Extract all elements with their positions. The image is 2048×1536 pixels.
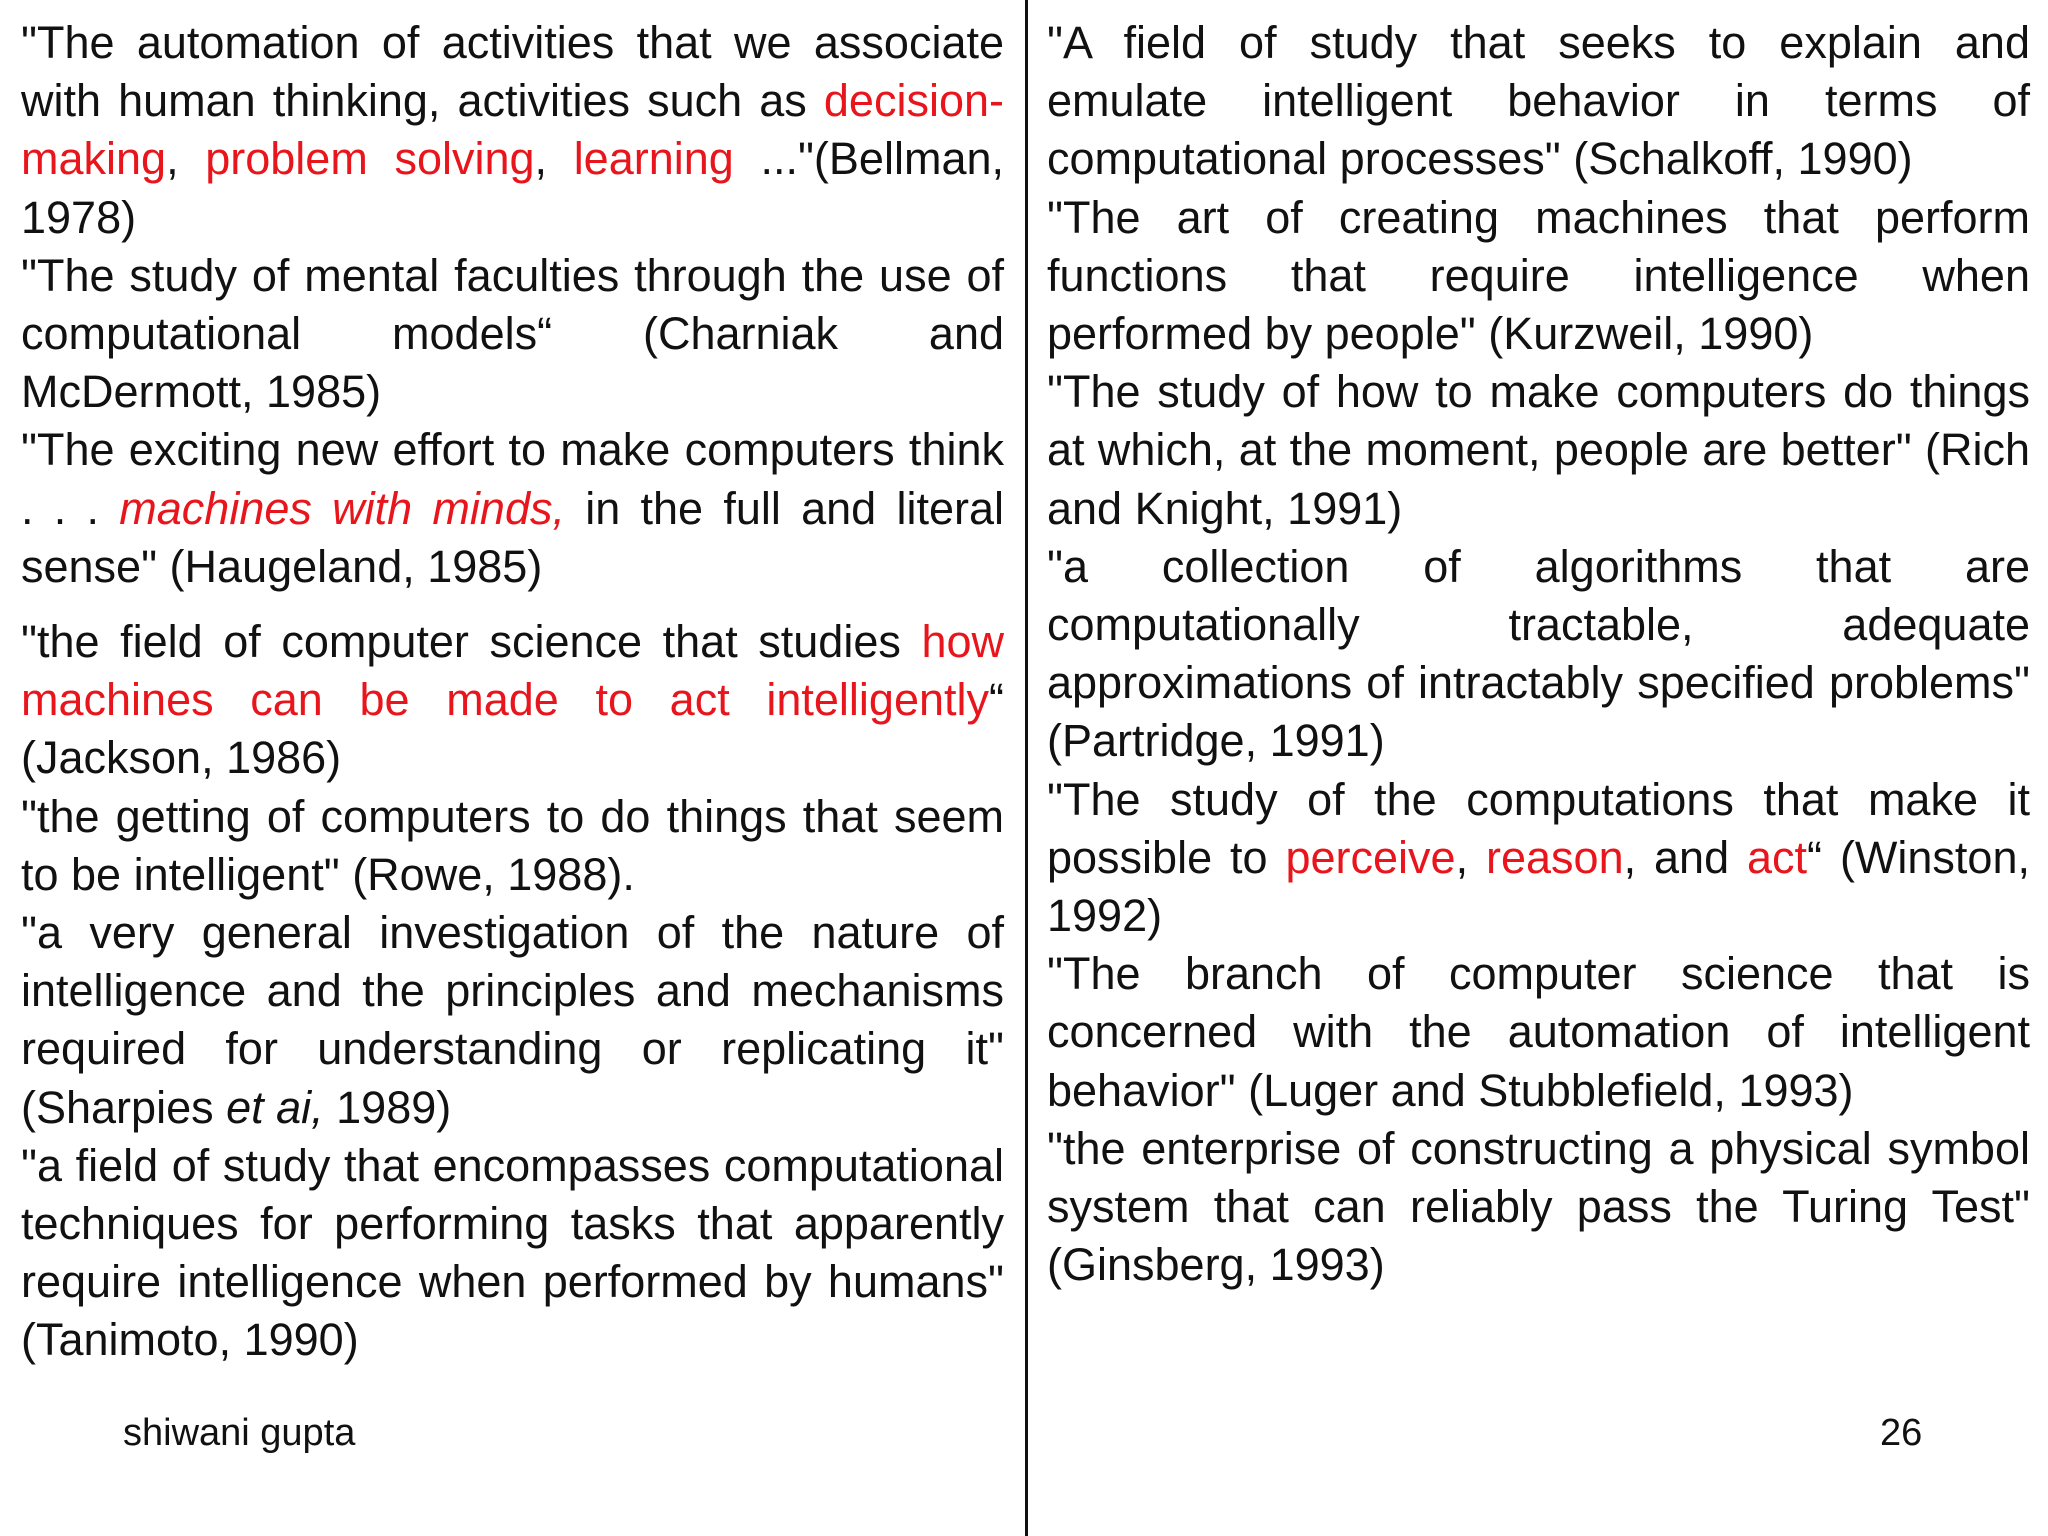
highlight-reason: reason — [1486, 831, 1624, 883]
highlight-learning: learning — [573, 133, 734, 185]
definition-sharpies: "a very general investigation of the nature of intelligence and the principles and mechanisms required for understanding or replicating it" (Sharpies et ai, 1989) — [21, 907, 1004, 1133]
footer-author: shiwani gupta — [123, 1412, 356, 1454]
definition-haugeland: "The exciting new effort to make computers think . . . machines with minds, in the full and literal sense" (Haugeland, 1985) — [21, 424, 1005, 592]
definition-ginsberg: "the enterprise of constructing a physical symbol system that can reliably pass the Turing Test" (Ginsberg, 1993) — [1047, 1122, 2030, 1291]
definition-luger-stubblefield: "The branch of computer science that is concerned with the automation of intelligent behavior" (Luger and Stubblefield, 1993) — [1047, 948, 2030, 1116]
highlight-machines-with-minds: machines with minds, — [119, 482, 565, 534]
definition-charniak-mcdermott: "The study of mental faculties through the use of computational models“ (Charniak and McDermott, 1985) — [21, 249, 1004, 418]
definition-jackson: "the field of computer science that studies how machines can be made to act intelligently“ (Jackson, 1986) — [21, 616, 1004, 784]
definition-schalkoff: "A field of study that seeks to explain and emulate intelligent behavior in terms of computational processes" (Schalkoff, 1990) — [1047, 17, 2030, 185]
highlight-problem-solving: problem solving — [205, 133, 535, 185]
definition-tanimoto: "a field of study that encompasses computational techniques for performing tasks that apparently require intelligence when performed by humans" (Tanimoto, 1990) — [21, 1139, 1004, 1366]
highlight-decision-making: decision-making — [21, 75, 1004, 185]
highlight-perceive: perceive — [1285, 831, 1456, 883]
definition-bellman: "The automation of activities that we associate with human thinking, activities such as decision-making, problem solving, learning ..."(Bellman, 1978) — [21, 17, 1004, 243]
definition-winston: "The study of the computations that make it possible to perceive, reason, and act“ (Winston, 1992) — [1047, 773, 2030, 942]
highlight-act: act — [1747, 831, 1808, 883]
definition-partridge: "a collection of algorithms that are computationally tractable, adequate approximations of intractably specified problems" (Partridge, 1991) — [1047, 540, 2030, 767]
highlight-act-intelligently: how machines can be made to act intelligently — [21, 616, 1004, 726]
column-divider — [1025, 0, 1028, 1536]
right-column — [1047, 14, 2030, 1294]
page-number: 26 — [1880, 1412, 1923, 1454]
definition-kurzweil: "The art of creating machines that perform functions that require intelligence when performed by people" (Kurzweil, 1990) — [1047, 191, 2030, 360]
left-column — [21, 14, 1004, 1370]
definition-rowe: "the getting of computers to do things that seem to be intelligent" (Rowe, 1988). — [21, 790, 1004, 900]
italic-et-ai: et ai, — [226, 1081, 324, 1133]
definition-rich-knight: "The study of how to make computers do things at which, at the moment, people are better" (Rich and Knight, 1991) — [1047, 366, 2030, 534]
